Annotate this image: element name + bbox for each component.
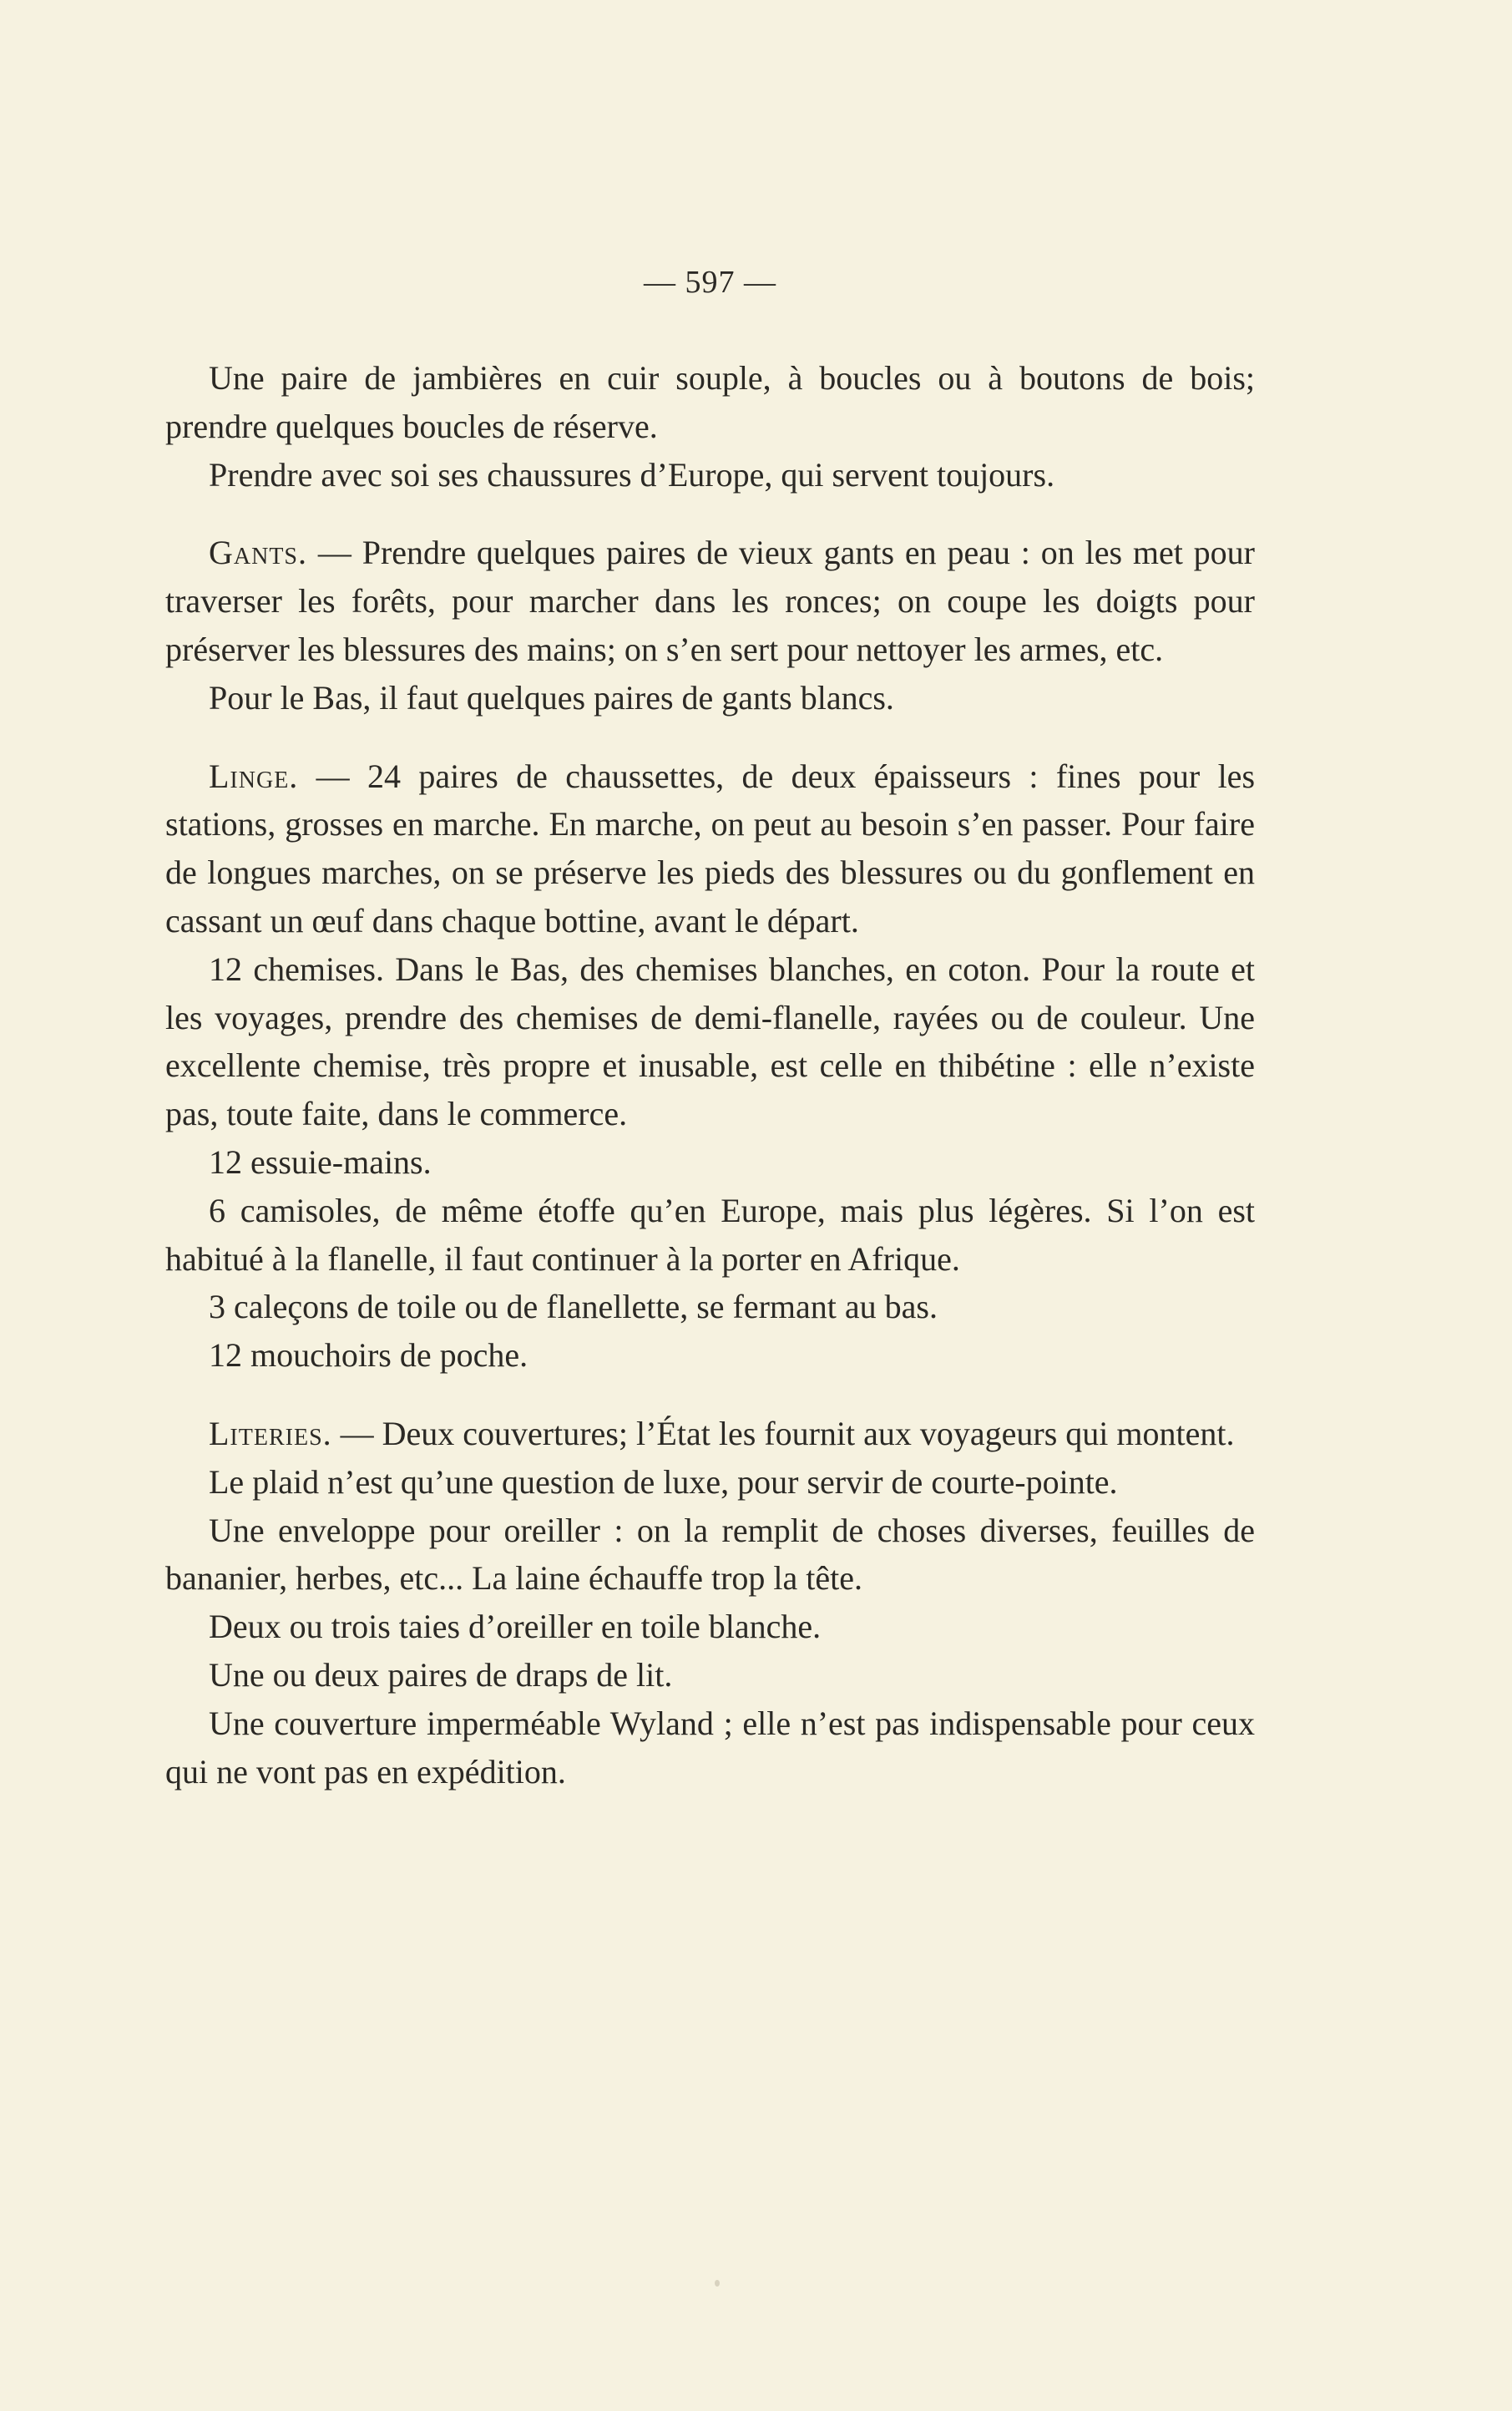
section-heading-literies: Literies. <box>209 1414 332 1452</box>
paragraph: 12 essuie-mains. <box>209 1142 432 1181</box>
paragraph: Deux ou trois taies d’oreiller en toile blanche. <box>209 1608 822 1646</box>
paragraph: Le plaid n’est qu’une question de luxe, pour servir de courte-pointe. <box>209 1462 1118 1501</box>
paragraph: Une enveloppe pour oreiller : on la remplit de choses diverses, feuilles de bananier, herbes, etc... La laine échauffe trop la tête. <box>165 1511 1255 1598</box>
paper-speck <box>715 2280 720 2287</box>
section-text-gants: — Prendre quelques paires de vieux gants en peau : on les met pour traverser les forêts, pour marcher dans les ronces; on coupe les doigts pour préserver les blessures des mains; on s’en sert pour nettoyer les armes, etc. <box>165 534 1255 668</box>
section-heading-linge: Linge. <box>209 757 299 795</box>
paragraph: 12 mouchoirs de poche. <box>209 1336 528 1375</box>
paragraph: Une ou deux paires de draps de lit. <box>209 1655 673 1694</box>
section-text-linge: — 24 paires de chaussettes, de deux épaisseurs : fines pour les stations, grosses en marche. En marche, on peut au besoin s’en passer. Pour faire de longues marches, on se préserve les pieds des blessures ou du gonflement en cassant un œuf dans chaque bottine, avant le départ. <box>165 757 1256 940</box>
paragraph: Une couverture imperméable Wyland ; elle n’est pas indispensable pour ceux qui ne vont pas en expédition. <box>165 1704 1255 1791</box>
paragraph: Pour le Bas, il faut quelques paires de gants blancs. <box>209 678 894 717</box>
paragraph: Une paire de jambières en cuir souple, à boucles ou à boutons de bois; prendre quelques boucles de réserve. <box>165 359 1255 445</box>
paragraph: Prendre avec soi ses chaussures d’Europe, qui servent toujours. <box>209 455 1055 494</box>
paragraph: 3 caleçons de toile ou de flanellette, se fermant au bas. <box>209 1288 938 1326</box>
page-text <box>165 251 1255 1796</box>
section-text-literies: — Deux couvertures; l’État les fournit aux voyageurs qui montent. <box>340 1414 1235 1452</box>
section-gants <box>165 529 1255 673</box>
page-number: — 597 — <box>644 265 776 300</box>
paragraph: 12 chemises. Dans le Bas, des chemises blanches, en coton. Pour la route et les voyages, prendre des chemises de demi-flanelle, rayées ou de couleur. Une excellente chemise, très propre et inusable, est celle en thibétine : elle n’existe pas, toute faite, dans le commerce. <box>165 950 1255 1133</box>
paragraph: 6 camisoles, de même étoffe qu’en Europe, mais plus légères. Si l’on est habitué à la flanelle, il faut continuer à la porter en Afrique. <box>165 1191 1255 1278</box>
section-literies <box>165 1410 1255 1458</box>
section-heading-gants: Gants. <box>209 534 308 572</box>
section-linge <box>165 752 1255 945</box>
